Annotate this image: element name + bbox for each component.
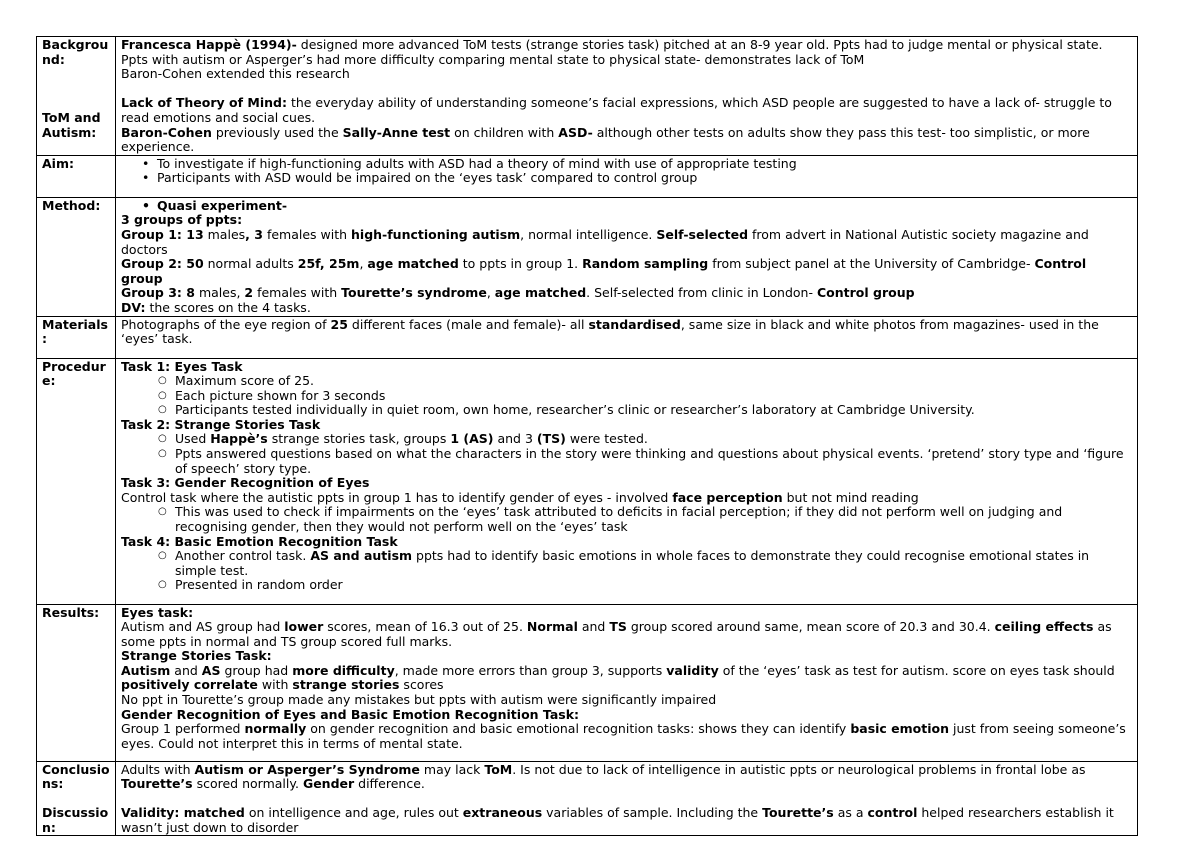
procedure-content — [116, 358, 1138, 604]
happe-paragraph: Francesca Happè (1994)- designed more advanced ToM tests (strange stories task) pitched at an 8-9 year old. Ppts had to judge mental or physical state. Ppts with autism or Asperger’s had more difficulty comparing mental state to physical state- demonstrates lack of ToM — [121, 37, 1103, 67]
group-3-line: Group 3: 8 males, 2 females with Tourette’s syndrome, age matched. Self-selected from clinic in London- Control group — [121, 285, 915, 301]
groups-heading: 3 groups of ppts: — [121, 212, 243, 228]
row-background — [37, 37, 1138, 156]
conclusions-content — [116, 761, 1138, 836]
baron-cohen-paragraph: Baron-Cohen previously used the Sally-Anne test on children with ASD- although other tests on adults show they pass this test- too simplistic, or more experience. — [121, 124, 1090, 155]
row-results — [37, 604, 1138, 761]
discussion-label: Discussio n: — [42, 805, 109, 835]
gender-emotion-text: Group 1 performed normally on gender recognition and basic emotional recognition tasks: shows they can identify basic emotion just from seeing someone’s eyes. Could not interpret this in terms of mental state. — [121, 721, 1126, 751]
discussion-text: Validity: matched on intelligence and age, rules out extraneous variables of sample. Including the Tourette’s as a control helped researchers establish it wasn’t just down to disorder — [121, 805, 1114, 835]
method-content — [116, 197, 1138, 316]
results-content — [116, 604, 1138, 761]
row-aim — [37, 155, 1138, 197]
background-content — [116, 37, 1138, 156]
task-4-item: ○ Another control task. AS and autism ppts had to identify basic emotions in whole faces to demonstrate they could recognise emotional states in simple test. — [121, 549, 1132, 578]
task-2-title: Task 2: Strange Stories Task — [121, 416, 321, 432]
row-conclusions — [37, 761, 1138, 836]
procedure-label: Procedur e: — [37, 358, 116, 604]
aim-content — [116, 155, 1138, 197]
task-3-title: Task 3: Gender Recognition of Eyes — [121, 475, 370, 491]
task-4-item: ○ Presented in random order — [121, 578, 1132, 593]
lack-tom-paragraph: Lack of Theory of Mind: the everyday ability of understanding someone’s facial expressions, which ASD people are suggested to have a lack of- struggle to read emotions and social cues. — [121, 95, 1112, 125]
group-1-line: Group 1: 13 males, 3 females with high-functioning autism, normal intelligence. Self-selected from advert in National Autistic society magazine and doctors — [121, 226, 1089, 257]
results-label: Results: — [37, 604, 116, 761]
conclusion-text: Adults with Autism or Asperger’s Syndrome may lack ToM. Is not due to lack of intelligence in autistic ppts or neurological problems in frontal lobe as Tourette’s scored normally. Gender difference. — [121, 761, 1086, 792]
conclusions-label: Conclusio ns: — [42, 761, 110, 792]
task-4-title: Task 4: Basic Emotion Recognition Task — [121, 533, 398, 549]
row-method — [37, 197, 1138, 316]
aim-bullet: • Participants with ASD would be impaired on the ‘eyes task’ compared to control group — [121, 171, 1132, 186]
task-2-item: ○ Ppts answered questions based on what the characters in the story were thinking and questions about physical events. ‘pretend’ story type and ‘figure of speech’ story type. — [121, 447, 1132, 476]
method-label: Method: — [37, 197, 116, 316]
materials-label: Materials : — [37, 316, 116, 358]
tom-autism-label: ToM and Autism: — [42, 109, 101, 140]
gender-emotion-title: Gender Recognition of Eyes and Basic Emotion Recognition Task: — [121, 706, 580, 722]
strange-stories-note: No ppt in Tourette’s group made any mistakes but ppts with autism were significantly impaired — [121, 692, 717, 708]
task-1-item: ○ Each picture shown for 3 seconds — [121, 389, 1132, 404]
quasi-bullet: • Quasi experiment- — [121, 199, 1132, 214]
task-3-intro: Control task where the autistic ppts in group 1 has to identify gender of eyes - involved face perception but not mind reading — [121, 489, 919, 505]
task-1-item: ○ Maximum score of 25. — [121, 374, 1132, 389]
materials-content: Photographs of the eye region of 25 different faces (male and female)- all standardised, same size in black and white photos from magazines- used in the ‘eyes’ task. — [116, 316, 1138, 358]
background-label: Backgrou nd: — [42, 37, 109, 67]
dv-line: DV: the scores on the 4 tasks. — [121, 299, 311, 315]
aim-bullet: • To investigate if high-functioning adults with ASD had a theory of mind with use of appropriate testing — [121, 157, 1132, 172]
group-2-line: Group 2: 50 normal adults 25f, 25m, age matched to ppts in group 1. Random sampling from subject panel at the University of Cambridge- Control group — [121, 256, 1087, 286]
eyes-task-text: Autism and AS group had lower scores, mean of 16.3 out of 25. Normal and TS group scored around same, mean score of 20.3 and 30.4. ceiling effects as some ppts in normal and TS group scored full marks. — [121, 619, 1112, 649]
background-label-cell — [37, 37, 116, 156]
task-3-item: ○ This was used to check if impairments on the ‘eyes’ task attributed to deficits in facial perception; if they did not perform well on judging and recognising gender, then they would not perform well on the ‘eyes’ task — [121, 505, 1132, 534]
conclusions-label-cell — [37, 761, 116, 836]
task-1-item: ○ Participants tested individually in quiet room, own home, researcher’s clinic or researcher’s laboratory at Cambridge University. — [121, 403, 1132, 418]
strange-stories-title: Strange Stories Task: — [121, 648, 272, 664]
task-1-title: Task 1: Eyes Task — [121, 358, 243, 374]
row-materials — [37, 316, 1138, 358]
row-procedure — [37, 358, 1138, 604]
study-notes-table — [36, 36, 1138, 836]
strange-stories-text: Autism and AS group had more difficulty, made more errors than group 3, supports validity of the ‘eyes’ task as test for autism. score on eyes task should positively correlate with strange stories scores — [121, 662, 1115, 693]
eyes-task-title: Eyes task: — [121, 604, 194, 620]
task-2-item: ○ Used Happè’s strange stories task, groups 1 (AS) and 3 (TS) were tested. — [121, 432, 1132, 447]
aim-label: Aim: — [37, 155, 116, 197]
baron-extended-text: Baron-Cohen extended this research — [121, 66, 350, 82]
